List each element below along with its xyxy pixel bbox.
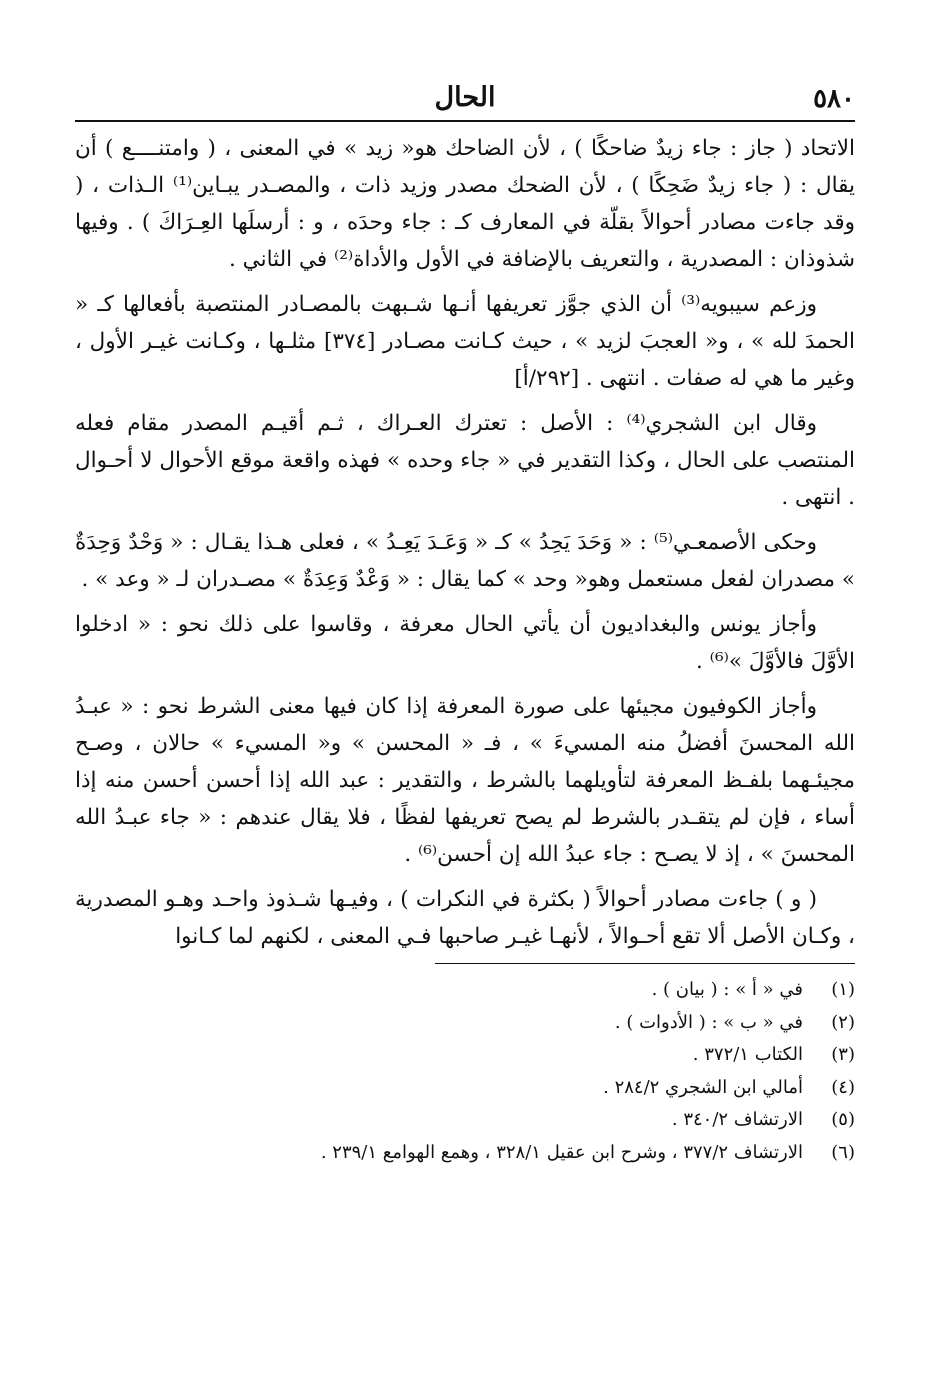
footnote	[75, 1072, 855, 1105]
footnote-number: (٢)	[831, 1011, 855, 1033]
paragraph: ( و ) جاءت مصادر أحوالاً ( بكثرة في النكرات ) ، وفيـها شـذوذ واحـد وهـو المصدرية ، وكـان الأصل ألا تقع أحـوالاً ، لأنهـا غيـر صاحبها فـي المعنى ، لكنهم لما كـانوا	[75, 887, 855, 949]
footnote-text: الارتشاف ٣٤٠/٢ .	[671, 1109, 803, 1130]
footnote	[75, 1104, 855, 1137]
paragraph: وقال ابن الشجري⁽⁴⁾ : الأصل : تعترك العـراك ، ثـم أقيـم المصدر مقام فعله المنتصب على الحال ، وكذا التقدير في « جاء وحده » فهذه واقعة موقع الأحوال لا أحـوال . انتهى .	[75, 411, 855, 510]
footnote-separator	[435, 963, 855, 964]
footnote-number: (٣)	[831, 1044, 855, 1065]
footnote	[75, 1039, 855, 1072]
footnotes	[75, 974, 855, 1169]
main-text	[75, 130, 855, 955]
footnote-text: في « أ » : ( بيان ) .	[651, 979, 803, 1000]
book-page	[75, 70, 855, 1348]
footnote	[75, 1007, 855, 1040]
paragraph: الاتحاد ( جاز : جاء زيدٌ ضاحكًا ) ، لأن الضاحك هو« زيد » في المعنى ، ( وامتنــــع ) أن يقال : ( جاء زيدٌ ضَحِكًا ) ، لأن الضحك مصدر وزيد ذات ، والمصـدر يبـاين⁽¹⁾ الـذات ، ( وقد جاءت مصادر أحوالاً بقلّة في المعارف كـ : جاء وحدَه ، و : أرسلَها العِـرَاكَ ) . وفيها شذوذان : المصدرية ، والتعريف بالإضافة في الأول والأداة⁽²⁾ في الثاني .	[75, 136, 856, 272]
footnote-text: أمالي ابن الشجري ٢٨٤/٢ .	[603, 1076, 803, 1098]
footnote-text: في « ب » : ( الأدوات ) .	[614, 1011, 803, 1033]
paragraph: وزعم سيبويه⁽³⁾ أن الذي جوَّز تعريفها أنـها شـبهت بالمصـادر المنتصبة بأفعالها كـ « الحمدَ لله » ، و« العجبَ لزيد » ، حيث كـانت مصـادر [٣٧٤] مثلـها ، وكـانت غيـر الأول ، وغير ما هي له صفات . انتهى . [٢٩٢/أ]	[75, 292, 855, 391]
footnote-number: (٥)	[831, 1109, 855, 1130]
footnote-text: الكتاب ٣٧٢/١ .	[692, 1044, 803, 1065]
footnote-number: (٤)	[831, 1076, 855, 1098]
footnote-text: الارتشاف ٣٧٧/٢ ، وشرح ابن عقيل ٣٢٨/١ ، وهمع الهوامع ٢٣٩/١ .	[320, 1141, 803, 1163]
page-number: ٥٨٠	[813, 84, 855, 114]
paragraph: وأجاز الكوفيون مجيئها على صورة المعرفة إذا كان فيها معنى الشرط نحو : « عبـدُ الله المحسنَ أفضلُ منه المسيءَ » ، فـ « المحسن » و« المسيء » حالان ، وصـح مجيئـهما بلفـظ المعرفة لتأويلهما بالشرط ، والتقدير : عبد الله إذا أحسن أحسن منه إذا أساء ، فإن لم يتقـدر بالشرط لم يصح تعريفها لفظًا ، فلا يقال عندهم : « جاء عبـدُ الله المحسنَ » ، إذ لا يصـح : جاء عبدُ الله إن أحسن⁽⁶⁾ .	[75, 694, 855, 867]
footnote-number: (٦)	[831, 1141, 855, 1163]
footnote	[75, 974, 855, 1007]
paragraph: وحكى الأصمعـي⁽⁵⁾ : « وَحَدَ يَحِدُ » كـ « وَعَـدَ يَعِـدُ » ، فعلى هـذا يقـال : « وَحْدٌ وَحِدَةٌ » مصدران لفعل مستعمل وهو« وحد » كما يقال : « وَعْدٌ وَعِدَةٌ » مصـدران لـ « وعد » .	[75, 530, 855, 592]
footnote	[75, 1137, 855, 1170]
running-title: الحال	[434, 82, 496, 113]
footnote-number: (١)	[831, 979, 855, 1000]
paragraph: وأجاز يونس والبغداديون أن يأتي الحال معرفة ، وقاسوا على ذلك نحو : « ادخلوا الأوَّلَ فالأوَّلَ »⁽⁶⁾ .	[75, 612, 855, 674]
page-header	[75, 70, 855, 122]
